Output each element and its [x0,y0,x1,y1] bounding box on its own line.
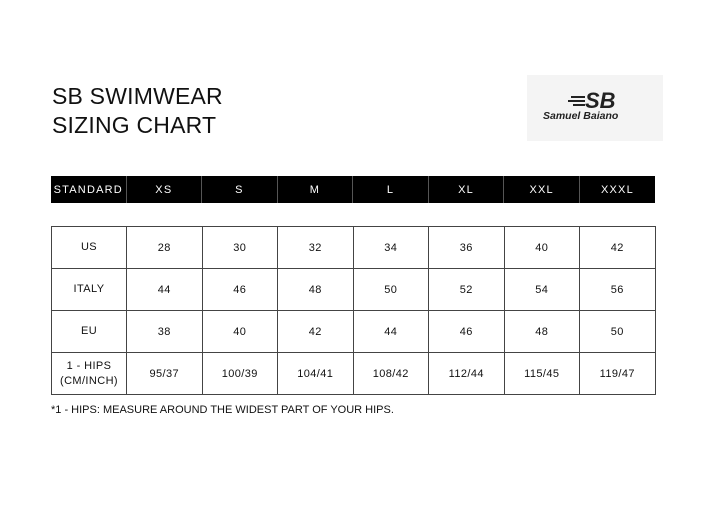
table-cell: 38 [127,311,203,353]
sb-logo-mark-icon [527,75,663,141]
table-row-hips [52,353,656,395]
row-label-line-1: 1 - HIPS [66,359,112,372]
table-cell: 42 [278,311,354,353]
table-cell: 44 [127,269,203,311]
size-header-table [51,176,655,203]
table-cell: 46 [202,269,278,311]
table-cell: 112/44 [429,353,505,395]
header-size-xxl: XXL [504,176,580,203]
header-size-xl: XL [428,176,504,203]
brand-logo [527,75,663,141]
row-label: EU [52,311,127,353]
header-row [51,176,655,203]
table-row-eu [52,311,656,353]
table-row-us [52,227,656,269]
table-cell: 108/42 [353,353,429,395]
table-cell: 100/39 [202,353,278,395]
table-cell: 50 [353,269,429,311]
table-cell: 40 [202,311,278,353]
footnote: *1 - HIPS: MEASURE AROUND THE WIDEST PART OF YOUR HIPS. [51,404,394,416]
table-cell: 48 [504,311,580,353]
table-cell: 104/41 [278,353,354,395]
header-size-s: S [202,176,278,203]
table-cell: 28 [127,227,203,269]
table-cell: 54 [504,269,580,311]
table-cell: 44 [353,311,429,353]
logo-text: Samuel Baiano [543,110,619,122]
table-cell: 48 [278,269,354,311]
table-cell: 56 [580,269,656,311]
row-label-line-2: (CM/INCH) [60,374,118,387]
table-cell: 115/45 [504,353,580,395]
table-cell: 119/47 [580,353,656,395]
table-cell: 40 [504,227,580,269]
title-line-2: SIZING CHART [52,112,217,138]
table-cell: 42 [580,227,656,269]
header-size-xxxl: XXXL [579,176,655,203]
table-row-italy [52,269,656,311]
header-standard: STANDARD [51,176,126,203]
row-label: US [52,227,127,269]
page-title [52,82,223,140]
table-cell: 32 [278,227,354,269]
table-cell: 46 [429,311,505,353]
table-cell: 34 [353,227,429,269]
header-size-m: M [277,176,353,203]
table-cell: 52 [429,269,505,311]
logo-mark-text: SB [585,88,616,113]
header-size-l: L [353,176,429,203]
row-label [52,353,127,395]
header-size-xs: XS [126,176,202,203]
table-cell: 36 [429,227,505,269]
size-conversion-table [51,226,656,395]
table-cell: 30 [202,227,278,269]
table-cell: 50 [580,311,656,353]
table-cell: 95/37 [127,353,203,395]
row-label: ITALY [52,269,127,311]
title-line-1: SB SWIMWEAR [52,83,223,109]
